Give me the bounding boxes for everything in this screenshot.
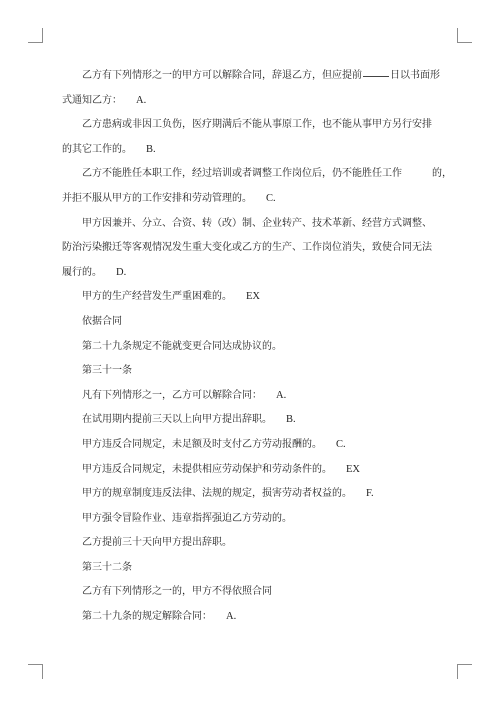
paragraph-line (62, 384, 442, 409)
page-corner-mark-top-right (457, 28, 472, 43)
paragraph-line (62, 433, 442, 458)
clause-text: 乙方不能胜任本职工作，经过培训或者调整工作岗位后，仍不能胜任工作 (82, 168, 402, 180)
paragraph-line (62, 605, 442, 630)
fill-in-blank (363, 75, 389, 77)
clause-text: 乙方有下列情形之一的，甲方不得依照合同 (82, 586, 272, 598)
clause-text: 甲方的规章制度违反法律、法规的规定，损害劳动者权益的。 (82, 488, 352, 500)
paragraph-line (62, 187, 442, 212)
option-marker: EX (246, 291, 260, 303)
paragraph-line (62, 162, 452, 187)
clause-text: 甲方因兼并、分立、合资、转（改）制、企业转产、技术革新、经营方式调整、 (82, 217, 432, 229)
option-marker: A. (226, 611, 237, 623)
clause-text: 第二十九条的规定解除合同： (82, 611, 212, 623)
paragraph-line (62, 285, 442, 310)
clause-text: 依据合同 (82, 315, 122, 327)
paragraph-line (62, 531, 442, 556)
option-marker: D. (116, 266, 127, 278)
clause-text: 甲方违反合同规定，未足额及时支付乙方劳动报酬的。 (82, 438, 322, 450)
clause-text: 式通知乙方： (62, 94, 122, 106)
clause-text: 甲方的生产经营发生严重困难的。 (82, 291, 232, 303)
paragraph-line (62, 408, 442, 433)
article-heading (62, 359, 442, 384)
option-marker: C. (336, 438, 346, 450)
paragraph-line (62, 113, 442, 138)
option-marker: A. (136, 94, 147, 106)
clause-text: 乙方患病或非因工负伤，医疗期满后不能从事原工作，也不能从事甲方另行安排 (82, 119, 432, 131)
page-corner-mark-top-left (28, 28, 43, 43)
paragraph-line (62, 236, 442, 261)
option-marker: A. (276, 389, 287, 401)
option-marker: F. (366, 488, 374, 500)
clause-text: 凡有下列情形之一，乙方可以解除合同： (82, 389, 262, 401)
clause-text: 并拒不服从甲方的工作安排和劳动管理的。 (62, 192, 252, 204)
paragraph-line (62, 458, 442, 483)
paragraph-line (62, 138, 442, 163)
clause-text: 防治污染搬迁等客观情况发生重大变化或乙方的生产、工作岗位消失，致使合同无法 (62, 242, 432, 254)
paragraph-line (62, 580, 442, 605)
page-corner-mark-bottom-right (457, 664, 472, 679)
page-corner-mark-bottom-left (28, 664, 43, 679)
clause-text: 的， (432, 168, 452, 180)
option-marker: EX (346, 463, 360, 475)
option-marker: B. (146, 143, 156, 155)
clause-text: 在试用期内提前三天以上向甲方提出辞职。 (82, 414, 272, 426)
clause-text: 甲方强令冒险作业、违章指挥强迫乙方劳动的。 (82, 512, 292, 524)
paragraph-line (62, 261, 442, 286)
paragraph-line (62, 482, 442, 507)
clause-text: 甲方违反合同规定，未提供相应劳动保护和劳动条件的。 (82, 463, 332, 475)
article-title: 第三十二条 (82, 561, 132, 573)
clause-text: 乙方有下列情形之一的甲方可以解除合同，辞退乙方，但应提前 (82, 70, 362, 81)
clause-text: 日以书面形 (390, 70, 440, 81)
paragraph-line (62, 507, 442, 532)
document-body (62, 64, 452, 630)
paragraph-line (62, 310, 442, 335)
paragraph-line (62, 335, 442, 360)
option-marker: C. (266, 192, 276, 204)
clause-text: 第二十九条规定不能就变更合同达成协议的。 (82, 340, 282, 352)
paragraph-line (62, 89, 442, 114)
option-marker: B. (286, 414, 296, 426)
clause-text: 的其它工作的。 (62, 143, 132, 155)
paragraph-line (62, 212, 442, 237)
article-heading (62, 556, 442, 581)
article-title: 第三十一条 (82, 365, 132, 377)
clause-text: 乙方提前三十天向甲方提出辞职。 (82, 537, 232, 549)
clause-text: 履行的。 (62, 266, 102, 278)
paragraph-line (62, 64, 442, 89)
